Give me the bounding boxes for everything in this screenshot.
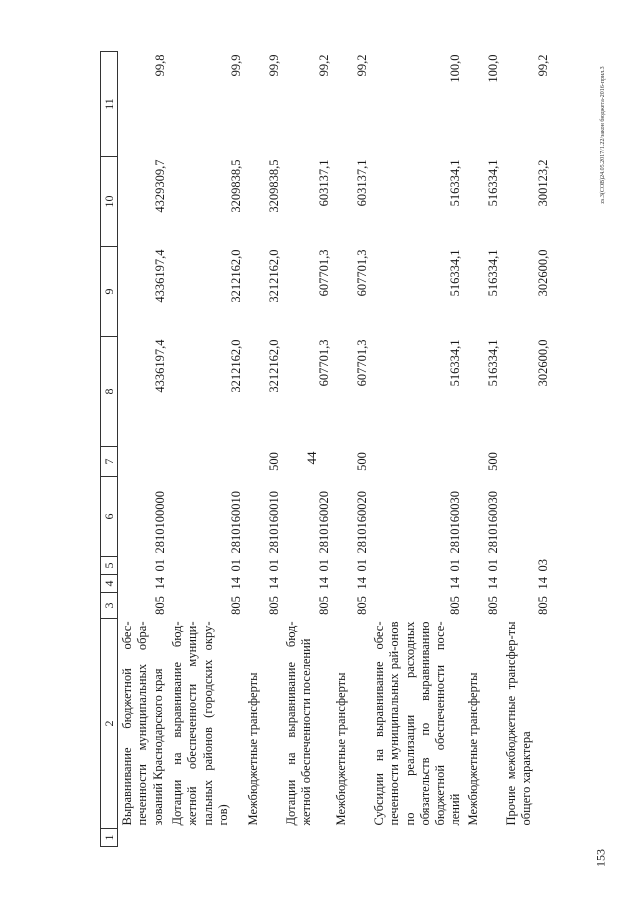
- cell-c5: 01: [316, 559, 331, 572]
- table-row: [244, 52, 282, 847]
- cell-c4: 14: [228, 577, 243, 590]
- cell-c9: 516334,1: [486, 249, 501, 297]
- cell-empty: [282, 829, 332, 847]
- row-name: Дотации на выравнивание бюд-жетной обеспеченности поселений: [284, 621, 314, 826]
- cell-c3: 805: [228, 596, 243, 615]
- cell-empty: [464, 829, 502, 847]
- column-header: 10: [101, 157, 118, 247]
- cell-c4: 14: [486, 577, 501, 590]
- cell-c10: 4329309,7: [152, 159, 167, 213]
- row-name: Субсидии на выравнивание обес-печенности муниципальных рай-онов по реализации расходных обязательств по выравниванию бюджетной обеспеченности посе-лений: [372, 621, 463, 826]
- cell-c9: 516334,1: [448, 249, 463, 297]
- cell-c10: 516334,1: [486, 159, 501, 207]
- cell-c11: 99,8: [152, 54, 167, 77]
- cell-c7: 500: [354, 452, 369, 471]
- cell-c9: 302600,0: [536, 249, 551, 297]
- cell-c10: 603137,1: [316, 159, 331, 207]
- cell-empty: [370, 829, 464, 847]
- row-name: Межбюджетные трансферты: [465, 672, 480, 826]
- cell-c6: 2810160030: [486, 491, 501, 554]
- cell-c8: 3212162,0: [228, 339, 243, 393]
- row-name: Межбюджетные трансферты: [246, 672, 260, 826]
- cell-c3: 805: [152, 596, 167, 615]
- cell-c5: 01: [448, 559, 463, 572]
- cell-c5: 01: [486, 559, 501, 572]
- cell-c6: 2810160020: [316, 491, 331, 554]
- cell-c3: 805: [486, 596, 501, 615]
- cell-c9: 4336197,4: [152, 249, 167, 303]
- cell-c4: 14: [316, 577, 331, 590]
- table-sheet: [100, 52, 551, 847]
- cell-c3: 805: [316, 596, 331, 615]
- row-name: Межбюджетные трансферты: [334, 672, 348, 826]
- cell-c8: 4336197,4: [152, 339, 167, 393]
- column-header: 8: [101, 337, 118, 447]
- cell-c6: 2810160010: [266, 491, 281, 554]
- row-name: Выравнивание бюджетной обес-печенности муниципальных обра-зований Краснодарского края: [120, 621, 165, 826]
- table-row: [332, 52, 370, 847]
- cell-c6: 2810160030: [448, 491, 463, 554]
- column-header: 5: [101, 557, 118, 575]
- cell-c3: 805: [448, 596, 463, 615]
- cell-c3: 805: [536, 596, 551, 615]
- cell-c8: 607701,3: [316, 339, 331, 387]
- cell-c9: 3212162,0: [228, 249, 243, 303]
- cell-c5: 01: [354, 559, 369, 572]
- cell-c4: 14: [448, 577, 463, 590]
- cell-c7: 500: [486, 452, 501, 471]
- column-header: 2: [101, 619, 118, 829]
- cell-empty: [118, 829, 169, 847]
- cell-c8: 516334,1: [486, 339, 501, 387]
- cell-c3: 805: [354, 596, 369, 615]
- cell-c11: 99,2: [536, 54, 551, 77]
- cell-c10: 3209838,5: [228, 159, 243, 213]
- column-header: 7: [101, 447, 118, 477]
- cell-c5: 01: [266, 559, 281, 572]
- table-row: [464, 52, 502, 847]
- cell-c3: 805: [266, 596, 281, 615]
- cell-c4: 14: [536, 577, 551, 590]
- cell-c10: 603137,1: [354, 159, 369, 207]
- table-row: [502, 52, 552, 847]
- page-number: 44: [304, 451, 319, 465]
- cell-c8: 3212162,0: [266, 339, 281, 393]
- side-note: zs.3(СОВ)24.05.2017/1.22/закон бюджета-2016-прил.3: [600, 66, 606, 204]
- cell-c10: 516334,1: [448, 159, 463, 207]
- cell-c7: [370, 447, 464, 477]
- cell-c7: [282, 447, 332, 477]
- cell-c5: 01: [228, 559, 243, 572]
- cell-c7: [502, 447, 552, 477]
- cell-c8: 302600,0: [536, 339, 551, 387]
- cell-c8: 516334,1: [448, 339, 463, 387]
- cell-c7: [168, 447, 244, 477]
- cell-empty: [502, 829, 552, 847]
- table-row: [282, 52, 332, 847]
- budget-table: [100, 51, 552, 847]
- cell-c5: 01: [152, 559, 167, 572]
- cell-c6: [502, 477, 552, 557]
- cell-c4: 14: [354, 577, 369, 590]
- column-header: 11: [101, 52, 118, 157]
- cell-c11: 99,2: [316, 54, 331, 77]
- footer-page-number: 153: [593, 849, 608, 867]
- column-header: 4: [101, 575, 118, 593]
- cell-c4: 14: [266, 577, 281, 590]
- row-name: Дотации на выравнивание бюд-жетной обеспеченности муници-пальных районов (городских окру-гов): [170, 621, 230, 826]
- cell-c11: 99,9: [266, 54, 281, 77]
- column-header: 6: [101, 477, 118, 557]
- cell-c5: 03: [536, 559, 551, 572]
- column-number-row: [101, 52, 118, 847]
- cell-c11: 100,0: [448, 54, 463, 83]
- cell-c4: 14: [152, 577, 167, 590]
- cell-empty: [168, 829, 244, 847]
- cell-c11: 100,0: [486, 54, 501, 83]
- column-header: 9: [101, 247, 118, 337]
- cell-empty: [332, 829, 370, 847]
- cell-c6: 2810100000: [152, 491, 167, 554]
- table-row: [370, 52, 464, 847]
- cell-c6: 2810160010: [228, 491, 243, 554]
- cell-c10: 3209838,5: [266, 159, 281, 213]
- cell-c7: [118, 447, 169, 477]
- row-name: Прочие межбюджетные трансфер-ты общего характера: [503, 621, 533, 826]
- column-header: 1: [101, 829, 118, 847]
- cell-c6: 2810160020: [354, 491, 369, 554]
- cell-c11: 99,2: [354, 54, 369, 77]
- column-header: 3: [101, 593, 118, 619]
- cell-c10: 300123,2: [536, 159, 551, 207]
- cell-c8: 607701,3: [354, 339, 369, 387]
- table-row: [118, 52, 169, 847]
- cell-c7: 500: [266, 452, 281, 471]
- cell-c9: 607701,3: [316, 249, 331, 297]
- cell-c9: 3212162,0: [266, 249, 281, 303]
- cell-c9: 607701,3: [354, 249, 369, 297]
- table-row: [168, 52, 244, 847]
- cell-empty: [244, 829, 282, 847]
- cell-c11: 99,9: [228, 54, 243, 77]
